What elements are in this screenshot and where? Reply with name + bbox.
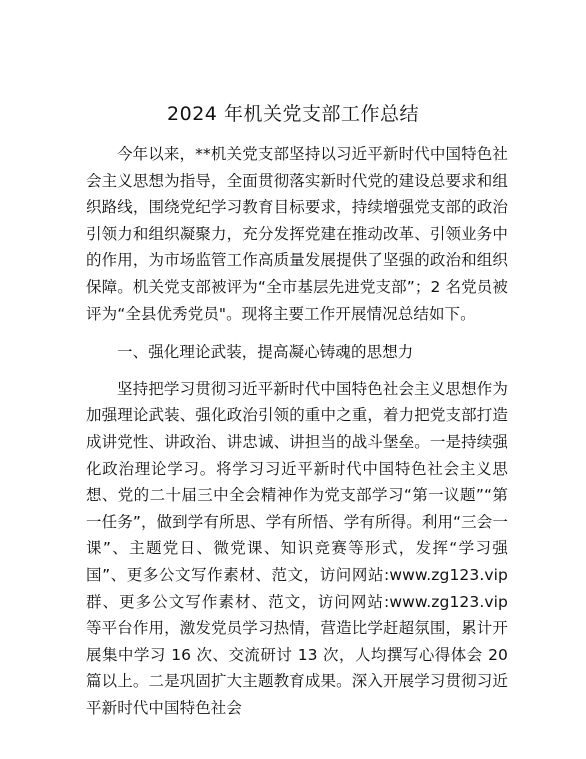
document-body xyxy=(86,141,508,721)
section-paragraph: 坚持把学习贯彻习近平新时代中国特色社会主义思想作为加强理论武装、强化政治引领的重中之重，着力把党支部打造成讲党性、讲政治、讲忠诚、讲担当的战斗堡垒。一是持续强化政治理论学习。将学习习近平新时代中国特色社会主义思想、党的二十届三中全会精神作为党支部学习“第一议题”“第一任务”，做到学有所思、学有所悟、学有所得。利用“三会一课”、主题党日、微党课、知识竞赛等形式，发挥“学习强国”、更多公文写作素材、范文，访问网站:www.zg123.vip 群、更多公文写作素材、范文，访问网站:www.zg123.vip 等平台作用，激发党员学习热情，营造比学赶超氛围，累计开展集中学习 16 次、交流研讨 13 次，人均撰写心得体会 20 篇以上。二是巩固扩大主题教育成果。深入开展学习贯彻习近平新时代中国特色社会 xyxy=(86,379,508,717)
section-heading: 一、强化理论武装，提高凝心铸魂的思想力 xyxy=(117,343,414,362)
document-title: 2024 年机关党支部工作总结 xyxy=(167,103,419,125)
intro-paragraph: 今年以来，**机关党支部坚持以习近平新时代中国特色社会主义思想为指导，全面贯彻落实新时代党的建设总要求和组织路线，围绕党纪学习教育目标要求，持续增强党支部的政治引领力和组织凝聚力，充分发挥党建在推动改革、引领业务中的作用，为市场监管工作高质量发展提供了坚强的政治和组织保障。机关党支部被评为“全市基层先进党支部”；2 名党员被评为“全县优秀党员"。现将主要工作开展情况总结如下。 xyxy=(86,145,508,323)
